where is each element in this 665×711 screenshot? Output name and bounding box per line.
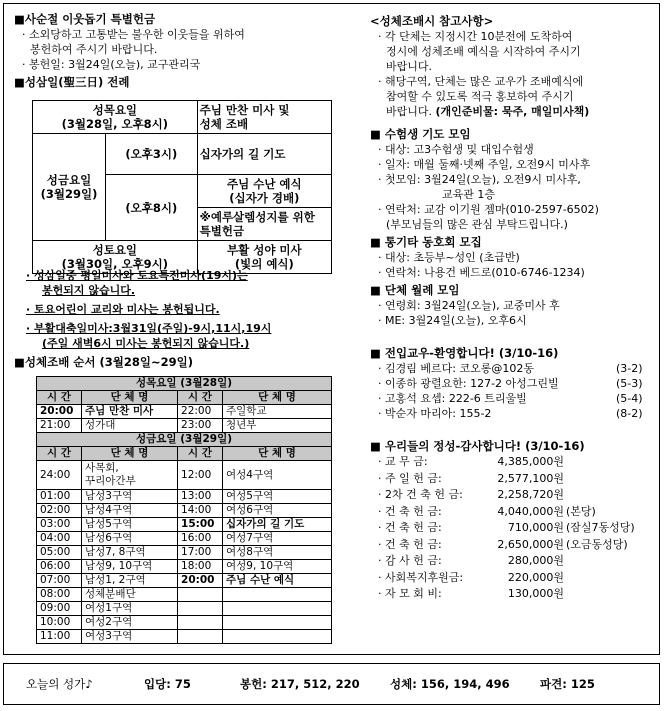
newcomer-name: · 이종하 광렬요한: 127-2 아성그린빌 [378,377,559,390]
schedule-time: 07:00 [37,574,82,588]
newcomer-district: (5-4) [616,392,643,405]
schedule-group: 남성1, 2구역 [82,574,178,588]
schedule-row [37,630,332,644]
exam-prayer-contact: · 연락처: 교감 이기원 젬마(010-2597-6502) [378,203,599,216]
schedule-time: 17:00 [178,546,223,560]
schedule-row [37,461,332,490]
newcomer-item [370,361,643,376]
schedule-row [37,574,332,588]
schedule-time [178,630,223,644]
newcomer-district: (3-2) [616,362,643,375]
schedule-time: 18:00 [178,560,223,574]
schedule-time: 03:00 [37,518,82,532]
lenten-charity-title: ■사순절 이웃돕기 특별헌금 [14,12,156,26]
newcomers-list [370,361,643,421]
adoration-note: 참여할 수 있도록 적극 홍보하여 주시기 [386,90,574,103]
schedule-group: 남성3구역 [82,490,178,504]
schedule-group: 주님 수난 예식 [223,574,332,588]
schedule-group: 주님 만찬 미사 [82,405,178,419]
schedule-row [37,546,332,560]
offering-item [370,471,599,488]
notice-easter-mass: · 부활대축일미사:3월31일(주일)-9시,11시,19시 [26,322,272,335]
adoration-note: · 해당구역, 단체는 많은 교우가 조배예식에 [378,75,584,88]
lenten-charity-date: · 봉헌일: 3월24일(오늘), 교구관리국 [22,58,201,71]
offering-title: ■ 우리들의 정성-감사합니다! (3/10-16) [370,439,585,453]
group-header: 단 체 명 [223,391,332,405]
time-header: 시 간 [37,391,82,405]
newcomer-name: · 고홍석 요셉: 222-6 트리울빌 [378,392,527,405]
offering-note: (잠실7동성당) [566,521,635,534]
monthly-meeting-text: · 연령회: 3월24일(오늘), 교중미사 후 [378,299,560,312]
offering-item [370,520,635,537]
schedule-group [223,630,332,644]
offering-item [370,487,599,504]
monthly-meeting-title: ■ 단체 월례 모임 [370,283,460,297]
good-friday-header-label: 성금요일 (3월29일) [37,433,332,447]
offering-amount: 2,258,720원 [497,488,564,501]
newcomer-name: · 김경림 베르다: 코오롱@102동 [378,362,534,375]
adoration-notes-title: <성체조배시 참고사항> [370,14,494,28]
schedule-row [37,504,332,518]
newcomer-name: · 박순자 마리아: 155-2 [378,407,492,420]
good-friday-header [37,433,332,447]
guitar-club-contact: · 연락처: 나용건 베드로(010-6746-1234) [378,266,585,279]
easter-vigil: 부활 성야 미사 (빛의 예식) [197,241,331,274]
schedule-group [223,602,332,616]
schedule-group: 남성7, 8구역 [82,546,178,560]
offering-amount: 2,650,000원 [497,537,564,551]
offering-label: · 교 무 금: [378,455,428,468]
schedule-row [37,419,332,433]
schedule-row [37,616,332,630]
schedule-group: 남성4구역 [82,504,178,518]
good-friday-time-2: (오후8시) [106,175,198,241]
offering-label: · 감 사 헌 금: [378,554,442,567]
offering-amount: 130,000원 [507,587,564,600]
time-header: 시 간 [37,447,82,461]
monthly-meeting-text: · ME: 3월24일(오늘), 오후6시 [378,314,527,327]
newcomer-item [370,376,643,391]
schedule-row [37,490,332,504]
schedule-time: 16:00 [178,532,223,546]
schedule-group: 여성1구역 [82,602,178,616]
items-to-bring: (개인준비물: 묵주, 매일미사책) [435,105,590,118]
hymn-entrance: 입당: 75 [144,677,191,691]
newcomer-district: (8-2) [616,407,643,420]
lenten-charity-text: · 소외당하고 고통받는 불우한 이웃들을 위하여 [22,28,245,41]
schedule-group: 여성3구역 [82,630,178,644]
jerusalem-collection: ※예루살렘성지를 위한 특별헌금 [197,208,331,241]
offering-item [370,504,599,521]
schedule-time [178,602,223,616]
schedule-group: 성체분배단 [82,588,178,602]
schedule-row [37,602,332,616]
schedule-time: 13:00 [178,490,223,504]
passion-service: 주님 수난 예식 (십자가 경배) [197,175,331,208]
schedule-row [37,588,332,602]
adoration-note: 정시에 성체조배 예식을 시작하여 주시기 [386,45,581,58]
notice-children: · 토요어린이 교리와 미사는 봉헌됩니다. [26,303,220,316]
schedule-header-row [37,391,332,405]
schedule-group: 청년부 [223,419,332,433]
bulletin-page [3,3,660,655]
lenten-charity-text: 봉헌하여 주시기 바랍니다. [30,43,158,56]
time-header: 시 간 [178,391,223,405]
adoration-note: · 각 단체는 지정시간 10분전에 도착하여 [378,30,573,43]
adoration-schedule-table [36,376,332,644]
adoration-title: ■성체조배 순서 (3월28일~29일) [14,355,194,369]
offering-item [370,570,599,587]
exam-prayer-text: 교육관 1층 [442,188,495,201]
time-header: 시 간 [178,447,223,461]
schedule-group: 여성6구역 [223,504,332,518]
group-header: 단 체 명 [82,391,178,405]
schedule-time: 08:00 [37,588,82,602]
newcomer-district: (5-3) [616,377,643,390]
schedule-group [223,588,332,602]
holy-thursday-mass: 주님 만찬 미사 및 성체 조배 [197,101,331,134]
triduum-liturgy-table [32,100,332,274]
offering-amount: 4,040,000원 [497,504,564,518]
schedule-group: 남성9, 10구역 [82,560,178,574]
schedule-time: 05:00 [37,546,82,560]
holy-saturday-cell: 성토요일 (3월30일, 오후9시) [33,241,198,274]
offering-label: · 건 축 헌 금: [378,521,442,534]
holy-thursday-cell: 성목요일 (3월28일, 오후8시) [33,101,198,134]
offering-item [370,454,599,471]
offering-item [370,586,599,603]
schedule-group: 여성4구역 [223,461,332,490]
schedule-time: 22:00 [178,405,223,419]
schedule-group: 여성5구역 [223,490,332,504]
offering-label: · 사회복지후원금: [378,570,464,584]
exam-prayer-text: · 첫모임: 3월24일(오늘), 오전9시 미사후, [378,173,581,186]
schedule-row [37,532,332,546]
exam-prayer-text: · 대상: 고3수험생 및 대입수험생 [378,143,534,156]
schedule-time: 24:00 [37,461,82,490]
schedule-time: 01:00 [37,490,82,504]
schedule-time [178,616,223,630]
offering-note: (본당) [566,504,596,518]
exam-prayer-text: · 일자: 매월 둘째·넷째 주일, 오전9시 미사후 [378,158,591,171]
exam-prayer-title: ■ 수험생 기도 모임 [370,127,471,141]
notice-weekday-mass: 봉헌되지 않습니다. [42,284,136,297]
group-header: 단 체 명 [82,447,178,461]
offering-amount: 2,577,100원 [497,471,564,485]
schedule-time: 20:00 [37,405,82,419]
guitar-club-title: ■ 통기타 동호회 모집 [370,235,482,249]
offering-item [370,537,628,554]
good-friday-cell: 성금요일 (3월29일) [33,134,106,241]
hymn-bar [3,663,660,705]
schedule-group: 여성7구역 [223,532,332,546]
triduum-title: ■성삼일(聖三日) 전례 [14,75,130,89]
schedule-row [37,405,332,419]
offering-item [370,553,599,570]
schedule-group: 사목회, 꾸리아간부 [82,461,178,490]
schedule-time [178,588,223,602]
adoration-note: 바랍니다. [386,60,433,73]
schedule-time: 04:00 [37,532,82,546]
notice-weekday-mass: · 성삼일중 평일미사와 토요특전미사(19시)는 [26,269,248,282]
newcomer-item [370,391,643,406]
good-friday-time-1: (오후3시) [106,134,198,175]
schedule-time: 10:00 [37,616,82,630]
guitar-club-text: · 대상: 초등부~성인 (초급반) [378,251,520,264]
hymn-communion: 성체: 156, 194, 496 [390,677,510,691]
schedule-header-row [37,447,332,461]
schedule-group: 여성9, 10구역 [223,560,332,574]
holy-thursday-header [37,377,332,391]
schedule-time: 15:00 [178,518,223,532]
schedule-row [37,560,332,574]
offering-list [370,454,635,603]
offering-amount: 4,385,000원 [497,455,564,468]
schedule-time: 06:00 [37,560,82,574]
adoration-note: 바랍니다. (개인준비물: 묵주, 매일미사책) [386,105,590,118]
schedule-time: 21:00 [37,419,82,433]
schedule-time: 02:00 [37,504,82,518]
schedule-time: 20:00 [178,574,223,588]
schedule-time: 09:00 [37,602,82,616]
schedule-group: 남성6구역 [82,532,178,546]
schedule-group [223,616,332,630]
schedule-group: 주일학교 [223,405,332,419]
offering-label: · 건 축 헌 금: [378,504,442,518]
schedule-group: 남성5구역 [82,518,178,532]
newcomer-item [370,406,643,421]
schedule-group: 성가대 [82,419,178,433]
newcomers-title: ■ 전입교우-환영합니다! (3/10-16) [370,346,559,360]
schedule-group: 십자가의 길 기도 [223,518,332,532]
offering-label: · 자 모 회 비: [378,587,442,600]
schedule-time: 23:00 [178,419,223,433]
offering-amount: 710,000원 [507,521,564,534]
schedule-time: 12:00 [178,461,223,490]
schedule-group: 여성2구역 [82,616,178,630]
offering-label: · 건 축 헌 금: [378,537,442,551]
schedule-group: 여성8구역 [223,546,332,560]
holy-thursday-header-label: 성목요일 (3월28일) [37,377,332,391]
offering-note: (오금동성당) [566,537,628,551]
notice-easter-mass: (주일 새벽6시 미사는 봉헌되지 않습니다.) [42,337,250,350]
offering-label: · 2차 건 축 헌 금: [378,488,463,501]
hymn-label: 오늘의 성가♪ [26,677,93,691]
schedule-time: 11:00 [37,630,82,644]
hymn-offertory: 봉헌: 217, 512, 220 [240,677,360,691]
offering-amount: 280,000원 [507,554,564,567]
offering-label: · 주 일 헌 금: [378,471,442,485]
schedule-row [37,518,332,532]
stations-of-cross: 십자가의 길 기도 [197,134,331,175]
group-header: 단 체 명 [223,447,332,461]
offering-amount: 220,000원 [507,570,564,584]
schedule-time: 14:00 [178,504,223,518]
exam-prayer-text: (부모님들의 많은 관심 부탁드립니다.) [386,218,568,231]
hymn-dismissal: 파견: 125 [540,677,595,691]
